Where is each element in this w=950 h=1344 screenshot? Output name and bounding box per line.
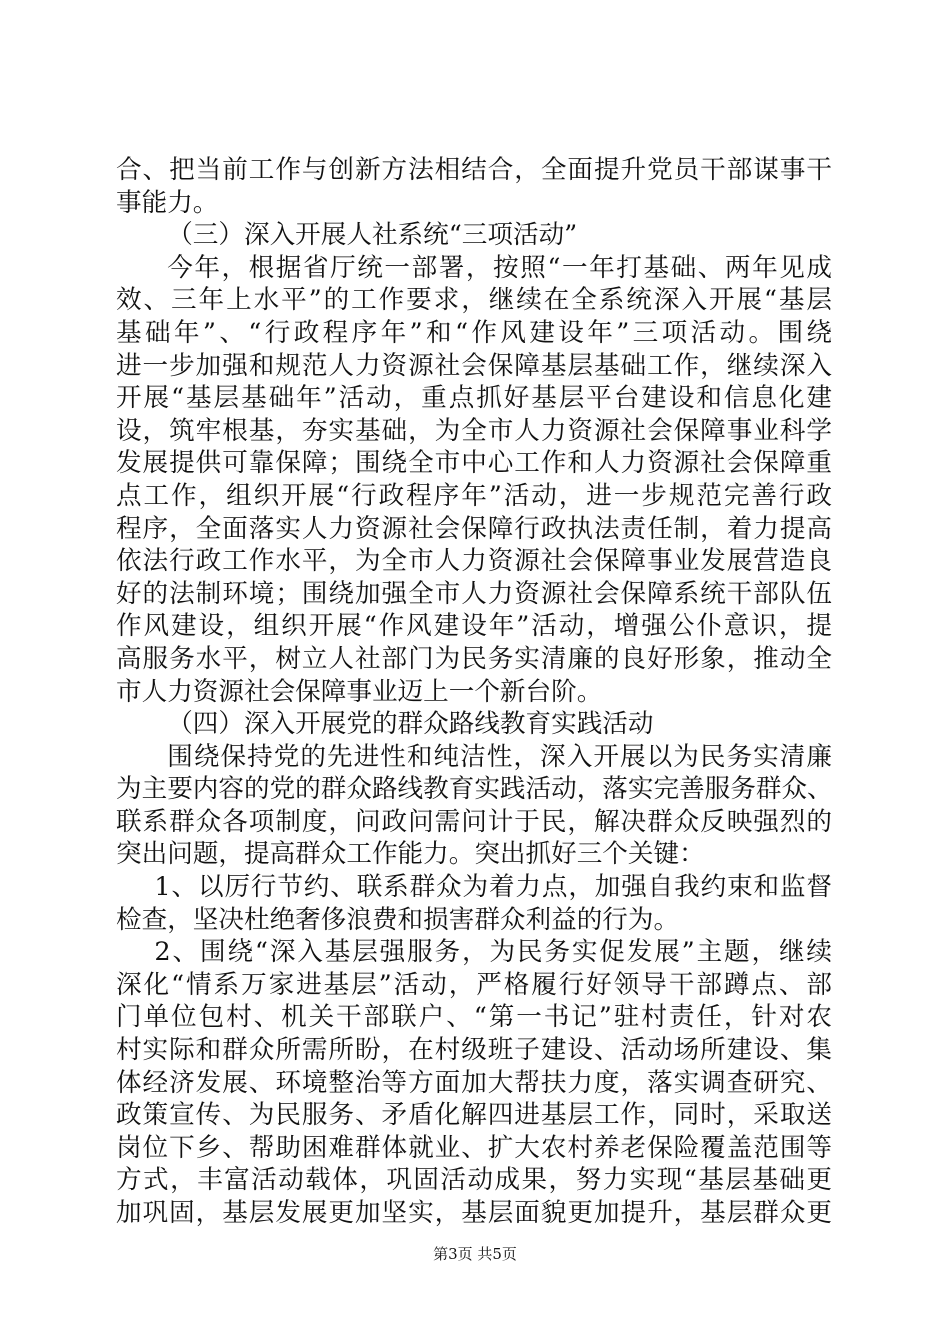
text-line: 进一步加强和规范人力资源社会保障基层基础工作，继续深入 (116, 350, 832, 381)
text-line: 检查，坚决杜绝奢侈浪费和损害群众利益的行为。 (116, 904, 680, 935)
text-line: （四）深入开展党的群众路线教育实践活动 (167, 709, 654, 740)
text-line: 围绕保持党的先进性和纯洁性，深入开展以为民务实清廉 (167, 741, 832, 772)
text-line: 岗位下乡、帮助困难群体就业、扩大农村养老保险覆盖范围等 (116, 1132, 832, 1163)
text-line: 点工作，组织开展“行政程序年”活动，进一步规范完善行政 (116, 480, 832, 511)
text-line: 设，筑牢根基，夯实基础，为全市人力资源社会保障事业科学 (116, 415, 832, 446)
text-line: 好的法制环境；围绕加强全市人力资源社会保障系统干部队伍 (116, 578, 832, 609)
text-line: 加巩固，基层发展更加坚实，基层面貌更加提升，基层群众更 (116, 1198, 832, 1228)
text-line: 1、以厉行节约、联系群众为着力点，加强自我约束和监督 (154, 872, 832, 903)
text-line: 村实际和群众所需所盼，在村级班子建设、活动场所建设、集 (116, 1035, 832, 1066)
text-line: 突出问题，提高群众工作能力。突出抓好三个关键： (116, 839, 705, 870)
text-line: 合、把当前工作与创新方法相结合，全面提升党员干部谋事干 (116, 155, 832, 185)
text-line: （三）深入开展人社系统“三项活动” (167, 220, 578, 251)
text-line: 程序，全面落实人力资源社会保障行政执法责任制，着力提高 (116, 513, 832, 544)
text-line: 效、三年上水平”的工作要求，继续在全系统深入开展“基层 (116, 285, 832, 316)
text-line: 发展提供可靠保障；围绕全市中心工作和人力资源社会保障重 (116, 448, 832, 479)
text-line: 为主要内容的党的群众路线教育实践活动，落实完善服务群众、 (116, 774, 833, 805)
document-body (116, 154, 832, 1230)
text-line: 门单位包村、机关干部联户、“第一书记”驻村责任，针对农 (116, 1002, 832, 1033)
text-line: 市人力资源社会保障事业迈上一个新台阶。 (116, 676, 603, 707)
text-line: 方式，丰富活动载体，巩固活动成果，努力实现“基层基础更 (116, 1165, 832, 1196)
text-line: 政策宣传、为民服务、矛盾化解四进基层工作，同时，采取送 (116, 1100, 832, 1131)
text-line: 开展“基层基础年”活动，重点抓好基层平台建设和信息化建 (116, 383, 832, 414)
text-line: 依法行政工作水平，为全市人力资源社会保障事业发展营造良 (116, 546, 832, 577)
text-line: 事能力。 (116, 187, 219, 218)
text-line: 体经济发展、环境整治等方面加大帮扶力度，落实调查研究、 (116, 1067, 832, 1098)
text-line: 2、围绕“深入基层强服务，为民务实促发展”主题，继续 (154, 937, 832, 968)
text-line: 深化“情系万家进基层”活动，严格履行好领导干部蹲点、部 (116, 969, 832, 1000)
text-line: 作风建设，组织开展“作风建设年”活动，增强公仆意识，提 (116, 611, 832, 642)
text-line: 联系群众各项制度，问政问需问计于民，解决群众反映强烈的 (116, 806, 832, 837)
page-footer: 第3页 共5页 (433, 1245, 517, 1263)
text-line: 今年，根据省厅统一部署，按照“一年打基础、两年见成 (167, 252, 832, 283)
text-line: 高服务水平，树立人社部门为民务实清廉的良好形象，推动全 (116, 643, 832, 674)
text-line: 基础年”、“行政程序年”和“作风建设年”三项活动。围绕 (116, 317, 832, 348)
